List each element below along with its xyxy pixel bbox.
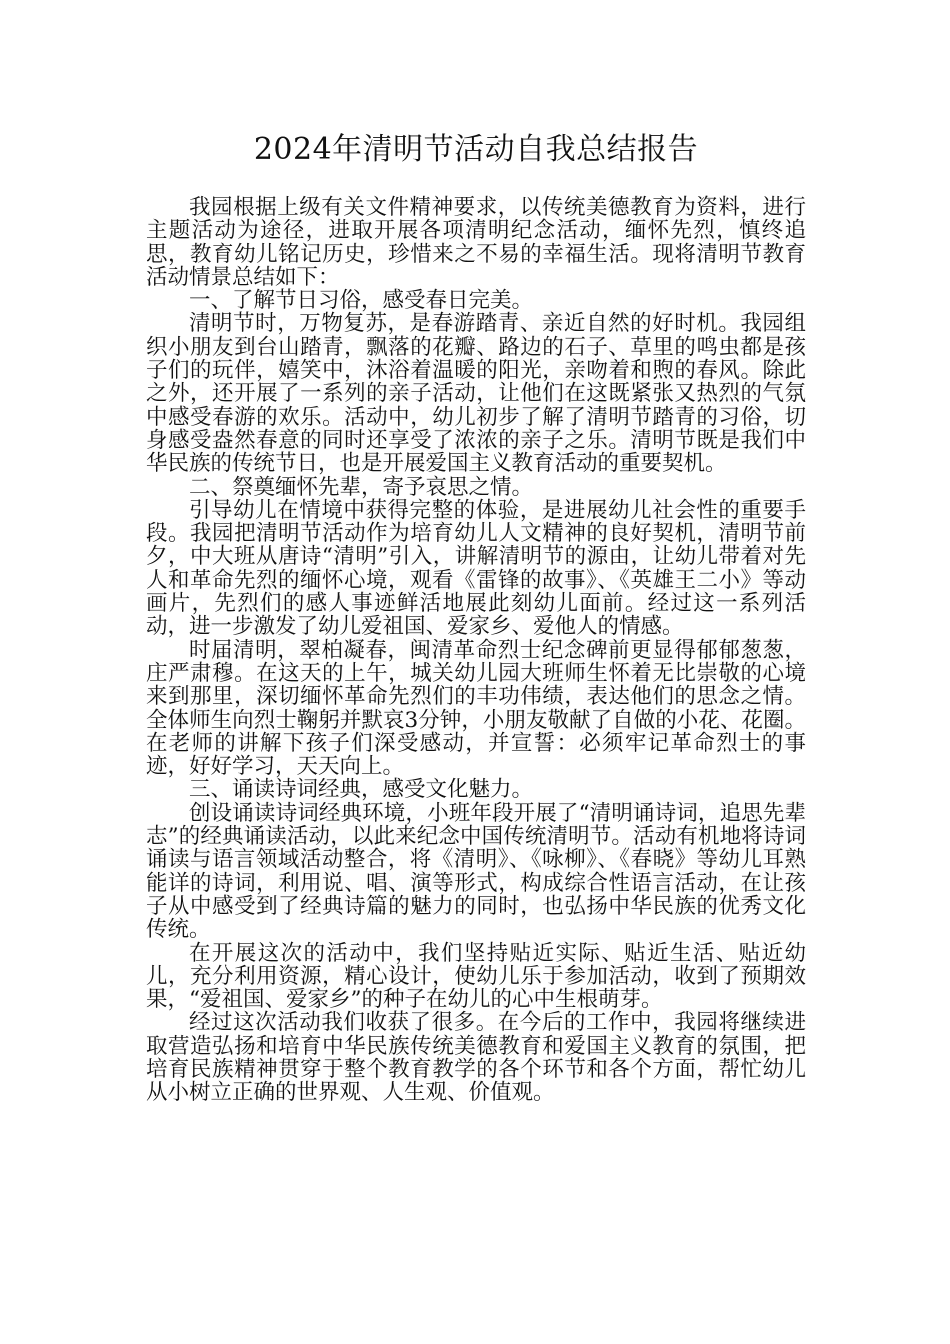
paragraph-memorial-visit: 时届清明，翠柏凝春，闽清革命烈士纪念碑前更显得郁郁葱葱，庄严肃穆。在这天的上午，城关幼儿园大班师生怀着无比崇敬的心境来到那里，深切缅怀革命先烈们的丰功伟绩，表达他们的思念之情。全体师生向烈士鞠躬并默哀3分钟，小朋友敬献了自做的小花、花圈。在老师的讲解下孩子们深受感动，并宣誓：必须牢记革命烈士的事迹，好好学习，天天向上。 — [146, 637, 806, 780]
document-page — [146, 126, 806, 1105]
paragraph-activity-summary: 在开展这次的活动中，我们坚持贴近实际、贴近生活、贴近幼儿，充分利用资源，精心设计，使幼儿乐于参加活动，收到了预期效果，“爱祖国、爱家乡”的种子在幼儿的心中生根萌芽。 — [146, 940, 806, 1013]
paragraph-remembrance: 引导幼儿在情境中获得完整的体验，是进展幼儿社会性的重要手段。我园把清明节活动作为培育幼儿人文精神的良好契机，清明节前夕，中大班从唐诗“清明”引入，讲解清明节的源由，让幼儿带着对先人和革命先烈的缅怀心境，观看《雷锋的故事》、《英雄王二小》等动画片，先烈们的感人事迹鲜活地展此刻幼儿面前。经过这一系列活动，进一步激发了幼儿爱祖国、爱家乡、爱他人的情感。 — [146, 497, 806, 640]
paragraph-intro: 我园根据上级有关文件精神要求，以传统美德教育为资料，进行主题活动为途径，进取开展各项清明纪念活动，缅怀先烈，慎终追思，教育幼儿铭记历史，珍惜来之不易的幸福生活。现将清明节教育活动情景总结如下： — [146, 195, 806, 290]
document-title: 2024年清明节活动自我总结报告 — [253, 132, 699, 167]
section-heading-3: 三、诵读诗词经典，感受文化魅力。 — [189, 777, 534, 803]
document-body — [146, 196, 806, 1105]
paragraph-spring-outing: 清明节时，万物复苏，是春游踏青、亲近自然的好时机。我园组织小朋友到台山踏青，飘落的花瓣、路边的石子、草里的鸣虫都是孩子们的玩伴，嬉笑中，沐浴着温暖的阳光，亲吻着和煦的春风。除此之外，还开展了一系列的亲子活动，让他们在这既紧张又热烈的气氛中感受春游的欢乐。活动中，幼儿初步了解了清明节踏青的习俗，切身感受盎然春意的同时还享受了浓浓的亲子之乐。清明节既是我们中华民族的传统节日，也是开展爱国主义教育活动的重要契机。 — [146, 311, 806, 477]
paragraph-poetry-reading: 创设诵读诗词经典环境，小班年段开展了“清明诵诗词，追思先辈志”的经典诵读活动，以此来纪念中国传统清明节。活动有机地将诗词诵读与语言领域活动整合，将《清明》、《咏柳》、《春晓》等幼儿耳熟能详的诗词，利用说、唱、演等形式，构成综合性语言活动，在让孩子从中感受到了经典诗篇的魅力的同时，也弘扬中华民族的优秀文化传统。 — [146, 800, 806, 943]
section-heading-1: 一、了解节日习俗，感受春日完美。 — [189, 288, 534, 314]
paragraph-conclusion: 经过这次活动我们收获了很多。在今后的工作中，我园将继续进取营造弘扬和培育中华民族传统美德教育和爱国主义教育的氛围，把培育民族精神贯穿于整个教育教学的各个环节和各个方面，帮忙幼儿从小树立正确的世界观、人生观、价值观。 — [146, 1010, 806, 1106]
section-heading-2: 二、祭奠缅怀先辈，寄予哀思之情。 — [189, 474, 534, 500]
